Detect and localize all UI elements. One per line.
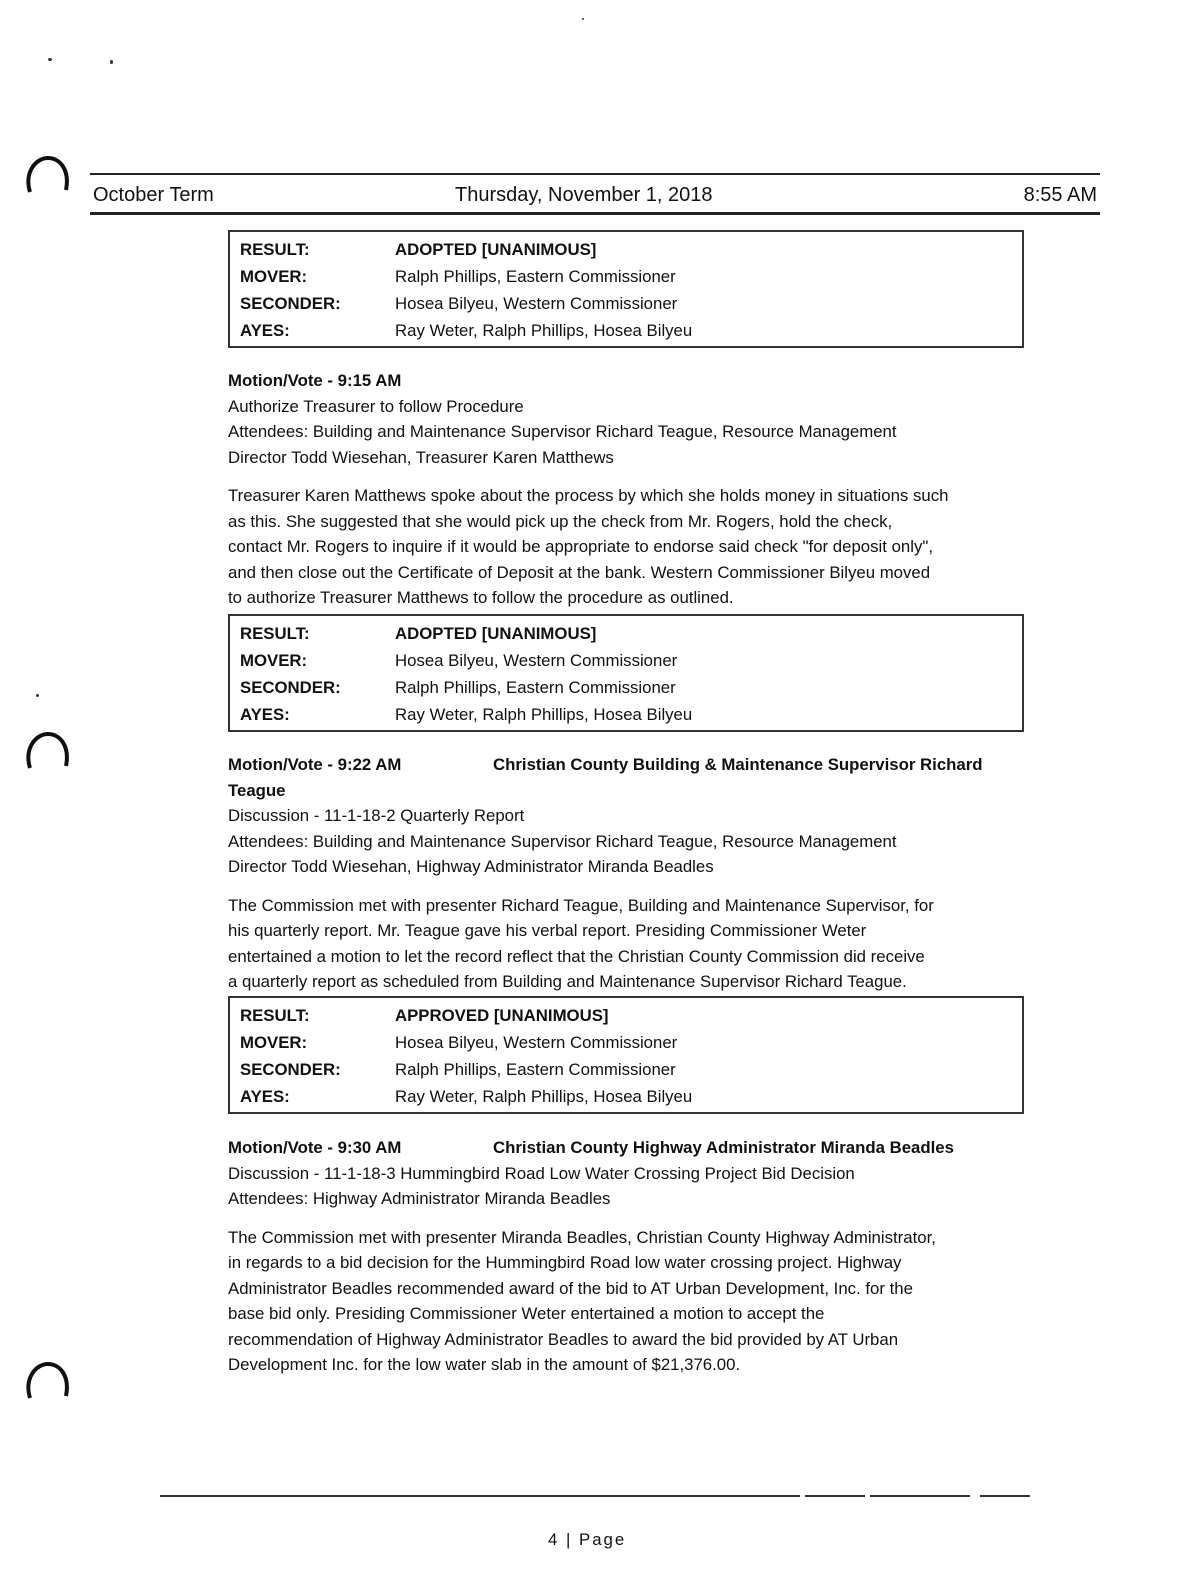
result-label: RESULT: (240, 240, 310, 259)
ayes-row (230, 1083, 1022, 1110)
mover-label: MOVER: (240, 1033, 308, 1052)
motion-body-line: to authorize Treasurer Matthews to follow the procedure as outlined. (228, 588, 734, 607)
motion-section (228, 368, 1028, 611)
seconder-value: Ralph Phillips, Eastern Commissioner (395, 678, 676, 697)
motion-presenter: Christian County Highway Administrator Miranda Beadles (493, 1138, 954, 1157)
motion-section (228, 752, 1018, 995)
motion-attendees: Attendees: Building and Maintenance Supervisor Richard Teague, Resource Management (228, 831, 897, 851)
motion-section (228, 1135, 1028, 1378)
motion-heading: Motion/Vote - 9:30 AM (228, 1138, 402, 1157)
motion-body-line: Treasurer Karen Matthews spoke about the process by which she holds money in situations such (228, 486, 949, 505)
mover-label: MOVER: (240, 651, 308, 670)
mover-value: Hosea Bilyeu, Western Commissioner (395, 651, 678, 670)
hole-punch-icon (22, 1358, 70, 1406)
meeting-time: 8:55 AM (1023, 184, 1097, 206)
header-rule (90, 212, 1100, 215)
motion-attendees-cont: Director Todd Wiesehan, Treasurer Karen Matthews (228, 447, 614, 467)
hole-punch-icon (22, 728, 70, 776)
header-rule (90, 173, 1100, 175)
mover-row (230, 1029, 1022, 1056)
meeting-date: Thursday, November 1, 2018 (455, 184, 713, 206)
ayes-label: AYES: (240, 705, 290, 724)
seconder-value: Ralph Phillips, Eastern Commissioner (395, 1060, 676, 1079)
seconder-label: SECONDER: (240, 294, 341, 313)
motion-body-line: a quarterly report as scheduled from Building and Maintenance Supervisor Richard Teague. (228, 972, 907, 991)
motion-body-line: in regards to a bid decision for the Hummingbird Road low water crossing project. Highway (228, 1253, 902, 1272)
mover-label: MOVER: (240, 267, 308, 286)
ayes-value: Ray Weter, Ralph Phillips, Hosea Bilyeu (395, 705, 693, 724)
motion-body-line: and then close out the Certificate of Deposit at the bank. Western Commissioner Bilyeu moved (228, 562, 931, 582)
footer-rule (870, 1495, 970, 1497)
term-label: October Term (93, 184, 214, 206)
motion-heading-row (228, 752, 1018, 778)
ayes-value: Ray Weter, Ralph Phillips, Hosea Bilyeu (395, 1087, 693, 1106)
result-value: APPROVED [UNANIMOUS] (395, 1006, 609, 1025)
scan-speck (36, 694, 39, 697)
ayes-value: Ray Weter, Ralph Phillips, Hosea Bilyeu (395, 321, 693, 340)
mover-value: Hosea Bilyeu, Western Commissioner (395, 1033, 678, 1052)
motion-presenter: Christian County Building & Maintenance Supervisor Richard (493, 755, 983, 774)
motion-heading: Motion/Vote - 9:22 AM (228, 755, 402, 774)
motion-body-line: base bid only. Presiding Commissioner Weter entertained a motion to accept the (228, 1304, 825, 1323)
result-row (230, 1002, 1022, 1029)
seconder-value: Hosea Bilyeu, Western Commissioner (395, 294, 678, 313)
motion-heading: Motion/Vote - 9:15 AM (228, 371, 402, 390)
result-label: RESULT: (240, 624, 310, 643)
ayes-label: AYES: (240, 1087, 290, 1106)
hole-punch-icon (22, 152, 70, 200)
footer-rule (160, 1495, 800, 1497)
seconder-row (230, 674, 1022, 701)
scan-speck (48, 58, 52, 61)
result-value: ADOPTED [UNANIMOUS] (395, 240, 597, 259)
motion-body-line: his quarterly report. Mr. Teague gave his verbal report. Presiding Commissioner Weter (228, 921, 867, 940)
vote-result-box (228, 614, 1024, 732)
footer-rule (980, 1495, 1030, 1497)
mover-row (230, 263, 1022, 290)
ayes-label: AYES: (240, 321, 290, 340)
motion-attendees: Attendees: Building and Maintenance Supervisor Richard Teague, Resource Management (228, 422, 897, 441)
seconder-label: SECONDER: (240, 678, 341, 697)
page-number: 4 | Page (548, 1530, 627, 1549)
motion-body-line: as this. She suggested that she would pick up the check from Mr. Rogers, hold the check, (228, 511, 893, 531)
motion-body-line: The Commission met with presenter Richard Teague, Building and Maintenance Supervisor, for (228, 895, 934, 915)
motion-subject: Discussion - 11-1-18-2 Quarterly Report (228, 806, 525, 825)
motion-body-line: Administrator Beadles recommended award of the bid to AT Urban Development, Inc. for the (228, 1278, 913, 1298)
seconder-row (230, 290, 1022, 317)
footer-rule (805, 1495, 865, 1497)
motion-subject: Discussion - 11-1-18-3 Hummingbird Road Low Water Crossing Project Bid Decision (228, 1163, 855, 1183)
motion-body-line: contact Mr. Rogers to inquire if it would be appropriate to endorse said check "for deposit only", (228, 537, 933, 556)
seconder-label: SECONDER: (240, 1060, 341, 1079)
result-row (230, 236, 1022, 263)
mover-value: Ralph Phillips, Eastern Commissioner (395, 267, 676, 286)
result-label: RESULT: (240, 1006, 310, 1025)
motion-subject: Authorize Treasurer to follow Procedure (228, 396, 524, 416)
vote-result-box (228, 996, 1024, 1114)
result-row (230, 620, 1022, 647)
result-value: ADOPTED [UNANIMOUS] (395, 624, 597, 643)
motion-body-line: The Commission met with presenter Miranda Beadles, Christian County Highway Administrator, (228, 1227, 936, 1247)
seconder-row (230, 1056, 1022, 1083)
motion-body-line: entertained a motion to let the record reflect that the Christian County Commission did receive (228, 946, 925, 966)
vote-result-box (228, 230, 1024, 348)
motion-body-line: recommendation of Highway Administrator Beadles to award the bid provided by AT Urban (228, 1329, 899, 1349)
motion-attendees-cont: Director Todd Wiesehan, Highway Administrator Miranda Beadles (228, 857, 714, 876)
ayes-row (230, 701, 1022, 728)
mover-row (230, 647, 1022, 674)
scan-speck (582, 18, 584, 20)
ayes-row (230, 317, 1022, 344)
motion-body-line: Development Inc. for the low water slab in the amount of $21,376.00. (228, 1355, 741, 1374)
motion-attendees: Attendees: Highway Administrator Miranda Beadles (228, 1189, 611, 1208)
motion-heading-row (228, 1135, 1028, 1161)
motion-presenter-cont: Teague (228, 780, 286, 800)
scan-speck (110, 60, 113, 64)
